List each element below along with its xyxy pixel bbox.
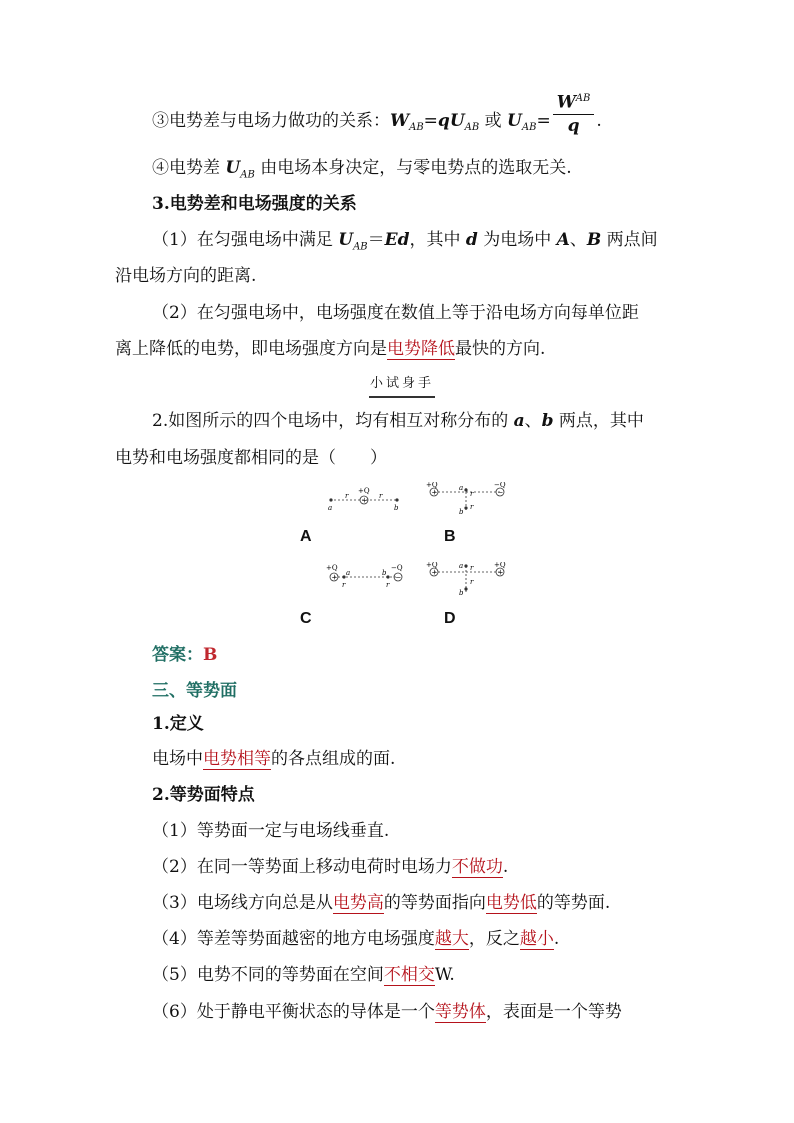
- svg-text:b: b: [459, 589, 464, 597]
- svg-text:+: +: [497, 568, 504, 577]
- svg-text:r: r: [342, 581, 346, 589]
- option-d-label[interactable]: D: [444, 610, 456, 627]
- features-title: 2.等势面特点: [152, 785, 255, 805]
- figure-d: [424, 562, 510, 600]
- svg-text:r: r: [470, 578, 474, 586]
- fraction-w-over-q: $\frac{W^{AB}}{q}$: [553, 88, 595, 137]
- svg-text:b: b: [394, 504, 399, 512]
- question-2-line1: 2.如图所示的四个电场中，均有相互对称分布的 a、b 两点，其中: [152, 411, 644, 431]
- relation-independent-line: ④电势差 $U_{AB}$ 由电场本身决定，与零电势点的选取无关.: [152, 158, 572, 181]
- svg-text:r: r: [470, 490, 474, 498]
- svg-text:+Q: +Q: [326, 564, 338, 572]
- question-2-line2: 电势和电场强度都相同的是（ ）: [115, 448, 387, 468]
- answer-line: 答案：B: [152, 645, 218, 665]
- section-3-title: 3.电势差和电场强度的关系: [152, 194, 357, 214]
- svg-text:−Q: −Q: [494, 482, 506, 489]
- svg-text:r: r: [345, 492, 349, 500]
- blank-answer: 电势降低: [387, 339, 455, 359]
- svg-text:+Q: +Q: [426, 562, 438, 569]
- svg-text:+Q: +Q: [358, 487, 370, 495]
- definition-title: 1.定义: [152, 714, 204, 734]
- svg-text:a: a: [459, 562, 464, 570]
- option-a-label[interactable]: A: [300, 528, 312, 545]
- relation-work-line: ③电势差与电场力做功的关系：$W_{AB}=qU_{AB}$ 或 $U_{AB}=$ $\frac{W^{AB}}{q}$ .: [152, 106, 602, 140]
- banner-underline: [369, 396, 435, 398]
- definition-line: 电场中电势相等的各点组成的面.: [152, 749, 396, 769]
- item-1-line2: 沿电场方向的距离.: [115, 266, 257, 286]
- svg-text:+: +: [331, 573, 338, 582]
- item-2-line2: 离上降低的电势，即电场强度方向是电势降低最快的方向.: [115, 339, 546, 359]
- svg-text:+Q: +Q: [426, 482, 438, 489]
- feature-6: （6）处于静电平衡状态的导体是一个等势体，表面是一个等势: [152, 1002, 622, 1022]
- svg-text:+: +: [361, 496, 368, 505]
- feature-4: （4）等差等势面越密的地方电场强度越大，反之越小.: [152, 929, 560, 949]
- feature-5: （5）电势不同的等势面在空间不相交W.: [152, 965, 455, 985]
- figure-c: [324, 562, 410, 592]
- feature-2: （2）在同一等势面上移动电荷时电场力不做功.: [152, 857, 509, 877]
- figure-a: [318, 484, 404, 514]
- svg-text:+Q: +Q: [494, 562, 506, 569]
- figure-b: [424, 482, 510, 520]
- try-it-banner: 小试身手: [369, 376, 434, 391]
- svg-text:r: r: [386, 581, 390, 589]
- svg-text:b: b: [382, 569, 387, 577]
- section-iii-title: 三、等势面: [152, 681, 237, 701]
- svg-text:r: r: [470, 564, 474, 572]
- item-2-line1: （2）在匀强电场中，电场强度在数值上等于沿电场方向每单位距: [152, 303, 639, 323]
- svg-text:r: r: [379, 492, 383, 500]
- svg-text:−: −: [395, 573, 402, 582]
- svg-text:+: +: [431, 568, 438, 577]
- svg-text:−: −: [497, 488, 504, 497]
- svg-text:a: a: [459, 484, 464, 492]
- svg-text:a: a: [328, 504, 333, 512]
- answer-value: B: [203, 645, 218, 665]
- svg-text:−Q: −Q: [391, 564, 403, 572]
- svg-text:r: r: [470, 503, 474, 511]
- svg-text:a: a: [346, 569, 351, 577]
- option-c-label[interactable]: C: [300, 610, 312, 627]
- svg-text:b: b: [459, 508, 464, 516]
- feature-3: （3）电场线方向总是从电势高的等势面指向电势低的等势面.: [152, 893, 611, 913]
- option-b-label[interactable]: B: [444, 528, 456, 545]
- item-1-line1: （1）在匀强电场中满足 $U_{AB}=Ed$，其中 d 为电场中 A、B 两点间: [152, 230, 658, 253]
- svg-text:+: +: [431, 488, 438, 497]
- feature-1: （1）等势面一定与电场线垂直.: [152, 821, 390, 841]
